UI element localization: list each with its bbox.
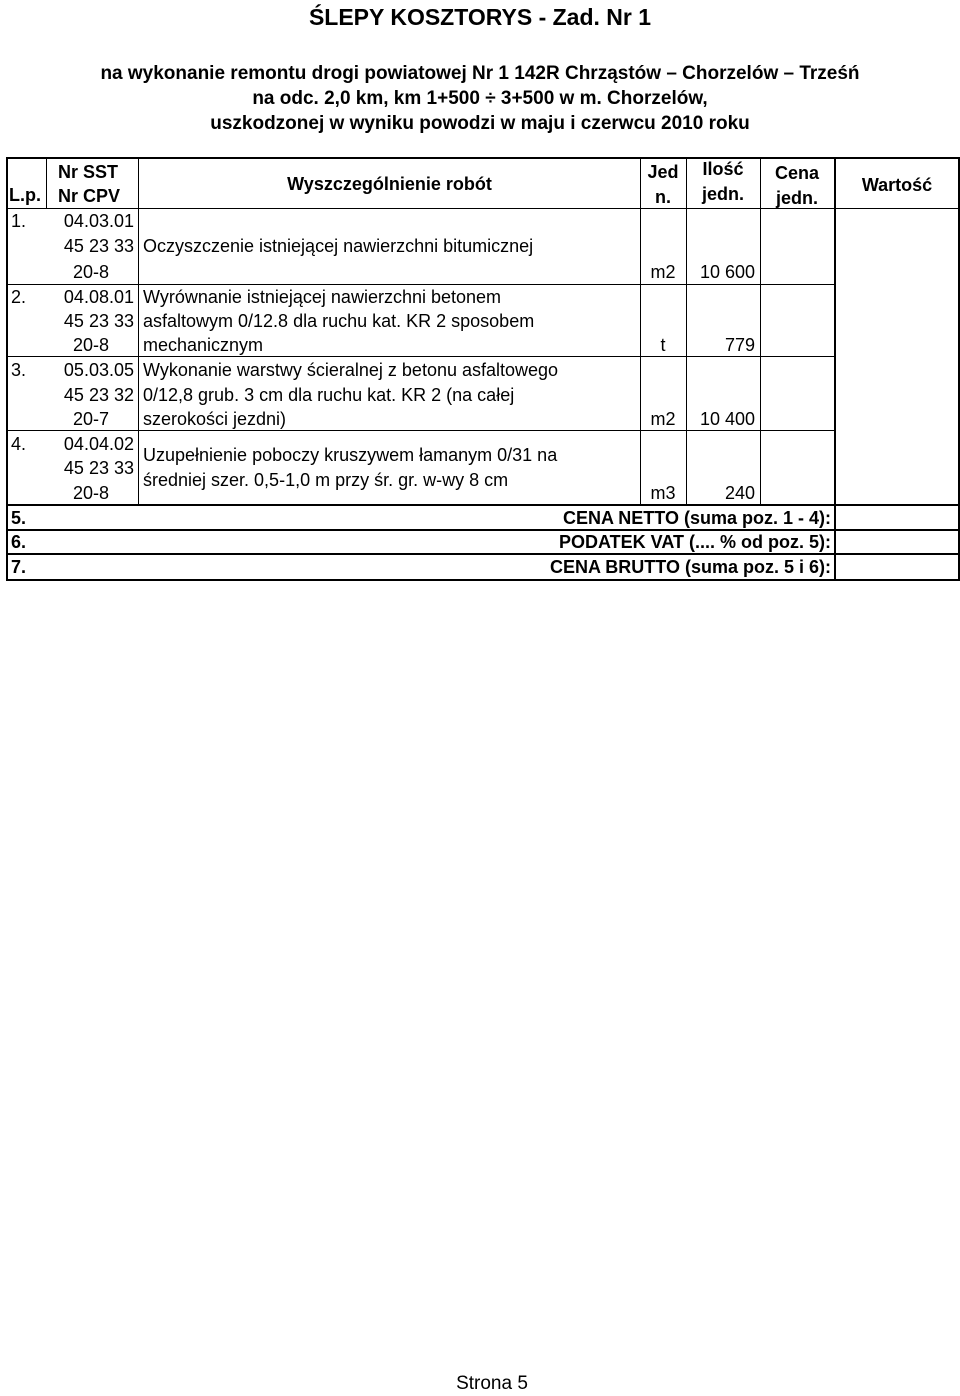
summary-lp: 5. <box>11 508 27 528</box>
summary-lp: 6. <box>11 532 27 552</box>
row-nr-cpv: 45 23 33 <box>63 311 134 331</box>
row-description-line: średniej szer. 0,5-1,0 m przy śr. gr. w-wy 8 cm <box>143 470 509 490</box>
row-nr-sst: 05.03.05 <box>63 360 134 380</box>
row-nr-cpv-suffix: 20-7 <box>73 409 110 429</box>
row-nr-cpv-suffix: 20-8 <box>73 483 110 503</box>
page-title: ŚLEPY KOSZTORYS - Zad. Nr 1 <box>308 4 652 30</box>
header-unit-2: n. <box>655 187 671 207</box>
row-unit: t <box>660 335 666 355</box>
header-price-1: Cena <box>774 163 819 183</box>
row-description-line: Uzupełnienie poboczy kruszywem łamanym 0/31 na <box>143 445 558 465</box>
row-quantity: 779 <box>724 335 755 355</box>
subtitle-line-1: na wykonanie remontu drogi powiatowej Nr 1 142R Chrząstów – Chorzelów – Trześń <box>100 63 860 84</box>
row-description-line: Oczyszczenie istniejącej nawierzchni bitumicznej <box>143 236 534 256</box>
header-nr-sst: Nr SST <box>58 162 119 182</box>
row-nr-sst: 04.08.01 <box>63 287 134 307</box>
row-description-line: 0/12,8 grub. 3 cm dla ruchu kat. KR 2 (na całej <box>143 385 515 405</box>
summary-label: PODATEK VAT (.... % od poz. 5): <box>559 532 831 552</box>
row-description-line: Wyrównanie istniejącej nawierzchni betonem <box>143 287 502 307</box>
header-description: Wyszczególnienie robót <box>287 174 492 194</box>
row-nr-cpv: 45 23 33 <box>63 458 134 478</box>
row-nr-sst: 04.04.02 <box>63 434 134 454</box>
row-lp: 4. <box>11 434 27 454</box>
header-nr-cpv: Nr CPV <box>58 186 121 206</box>
row-lp: 2. <box>11 287 27 307</box>
header-value: Wartość <box>861 175 933 195</box>
header-quantity-2: jedn. <box>701 184 744 204</box>
row-nr-cpv-suffix: 20-8 <box>73 335 110 355</box>
row-quantity: 10 600 <box>699 262 755 282</box>
header-unit-1: Jed <box>647 162 679 182</box>
row-description-line: szerokości jezdni) <box>143 409 287 429</box>
row-nr-cpv: 45 23 32 <box>63 385 134 405</box>
summary-label: CENA BRUTTO (suma poz. 5 i 6): <box>549 557 831 577</box>
row-description-line: Wykonanie warstwy ścieralnej z betonu asfaltowego <box>143 360 559 380</box>
summary-label: CENA NETTO (suma poz. 1 - 4): <box>562 508 831 528</box>
row-unit: m3 <box>650 483 676 503</box>
subtitle-line-2: na odc. 2,0 km, km 1+500 ÷ 3+500 w m. Chorzelów, <box>252 88 708 109</box>
row-description-line: asfaltowym 0/12.8 dla ruchu kat. KR 2 sposobem <box>143 311 535 331</box>
row-nr-cpv-suffix: 20-8 <box>73 262 110 282</box>
row-unit: m2 <box>650 409 676 429</box>
subtitle-line-3: uszkodzonej w wyniku powodzi w maju i czerwcu 2010 roku <box>210 113 750 134</box>
row-quantity: 10 400 <box>699 409 755 429</box>
row-quantity: 240 <box>724 483 755 503</box>
row-lp: 3. <box>11 360 27 380</box>
row-unit: m2 <box>650 262 676 282</box>
summary-lp: 7. <box>11 557 27 577</box>
row-description-line: mechanicznym <box>143 335 264 355</box>
row-nr-cpv: 45 23 33 <box>63 236 134 256</box>
row-lp: 1. <box>11 211 27 231</box>
header-price-2: jedn. <box>775 188 818 208</box>
row-nr-sst: 04.03.01 <box>63 211 134 231</box>
page-number: Strona 5 <box>456 1373 528 1394</box>
header-lp: L.p. <box>9 185 41 205</box>
header-quantity-1: Ilość <box>702 159 744 179</box>
